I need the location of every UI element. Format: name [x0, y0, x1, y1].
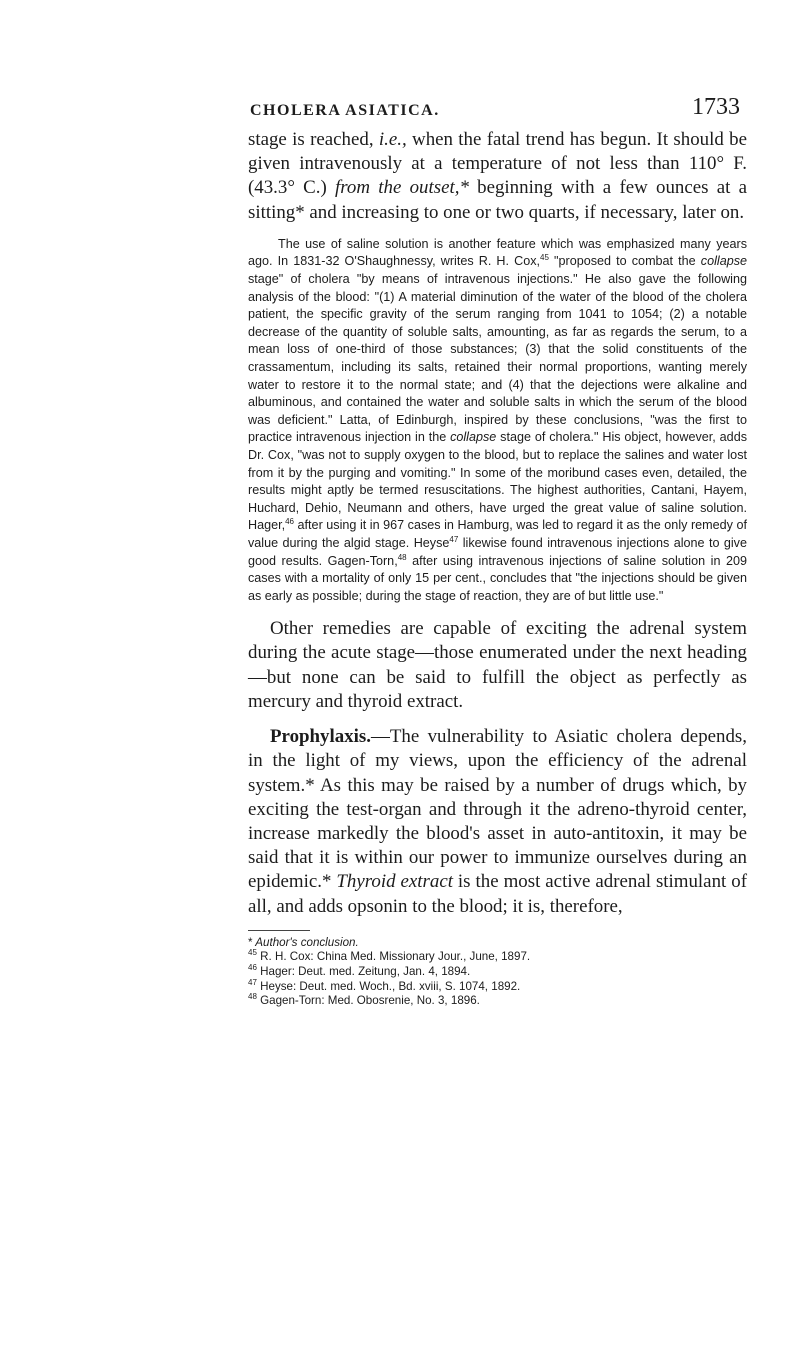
running-title: CHOLERA ASIATICA. — [250, 102, 440, 119]
paragraph-continuation: stage is reached, i.e., when the fatal trend has begun. It should be given intravenously at a temperature of not less than 110° F. (43.3° C.) from the outset,* beginning with a few ounces at a sitting* and increasing to one or two quarts, if necessary, later on. — [248, 129, 747, 223]
page-content — [248, 128, 747, 1009]
footnote-author: * Author's conclusion. — [248, 935, 359, 949]
footnote-45: $^{45}$ R. H. Cox: China Med. Missionary Jour., June, 1897. — [248, 948, 531, 964]
paragraph-saline-solution: The use of saline solution is another feature which was emphasized many years ago. In 1831-32 O'Shaughnessy, writes R. H. Cox,$^{45}$ "proposed to combat the collapse stage" of cholera "by means of intravenous injections." He also gave the following analysis of the blood: "(1) A material diminution of the water of the blood of the cholera patient, the specific gravity of the serum ranging from 1041 to 1054; (2) a notable decrease of the quantity of soluble salts, amounting, as far as regards the serum, to a mean loss of one-third of those substances; (3) that the solid constituents of the crassamentum, including its salts, retained their normal proportions, wanting merely water to restore it to the normal state; and (4) that the dejections were alkaline and albuminous, and contained the water and soluble salts in which the serum of the blood was deficient." Latta, of Edinburgh, inspired by these conclusions, "was the first to practice intravenous injection in the collapse stage of cholera." His object, however, adds Dr. Cox, "was not to supply oxygen to the blood, but to replace the salines and water lost from it by the purging and vomiting." In some of the moribund cases even, detailed, the results might aptly be termed resuscitations. The highest authorities, Cantani, Hayem, Huchard, Dehio, Neumann and others, have urged the great value of saline solution. Hager,$^{46}$ after using it in 967 cases in Hamburg, was led to regard it as the only remedy of value during the algid stage. Heyse$^{47}$ likewise found intravenous injections alone to give good results. Gagen-Torn,$^{48}$ after using intravenous injections of saline solution in 209 cases with a mortality of only 15 per cent., concludes that "the injections should be given as early as possible; during the stage of reaction, they are of but little use." — [248, 236, 748, 603]
footnotes — [248, 936, 747, 1009]
paragraph-other-remedies: Other remedies are capable of exciting the adrenal system during the acute stage—those enumerated under the next heading—but none can be said to fulfill the object as perfectly as mercury and thyroid extract. — [248, 618, 747, 712]
footnote-divider — [248, 930, 310, 931]
footnote-ref-45: 45 — [540, 253, 549, 263]
paragraph-prophylaxis: Prophylaxis.—The vulnerability to Asiatic cholera depends, in the light of my views, upon the efficiency of the adrenal system.* As this may be raised by a number of drugs which, by exciting the test-organ and through it the adreno-thyroid center, increase markedly the blood's asset in auto-antitoxin, it may be said that it is within our power to immunize ourselves during an epidemic.* Thyroid extract is the most active adrenal stimulant of all, and adds opsonin to the blood; it is, therefore, — [248, 726, 747, 917]
page-header — [250, 94, 740, 124]
footnote-ref-47: 47 — [449, 534, 459, 544]
footnote-48: $^{48}$ Gagen-Torn: Med. Obosrenie, No. 3, 1896. — [248, 992, 480, 1008]
footnote-ref-48: 48 — [397, 552, 407, 562]
footnote-ref-46: 46 — [285, 517, 295, 527]
page-number: 1733 — [692, 94, 740, 120]
footnote-46: $^{46}$ Hager: Deut. med. Zeitung, Jan. 4, 1894. — [248, 963, 471, 978]
footnote-47: $^{47}$ Heyse: Deut. med. Woch., Bd. xviii, S. 1074, 1892. — [248, 977, 521, 993]
section-heading-prophylaxis: Prophylaxis. — [270, 726, 371, 748]
